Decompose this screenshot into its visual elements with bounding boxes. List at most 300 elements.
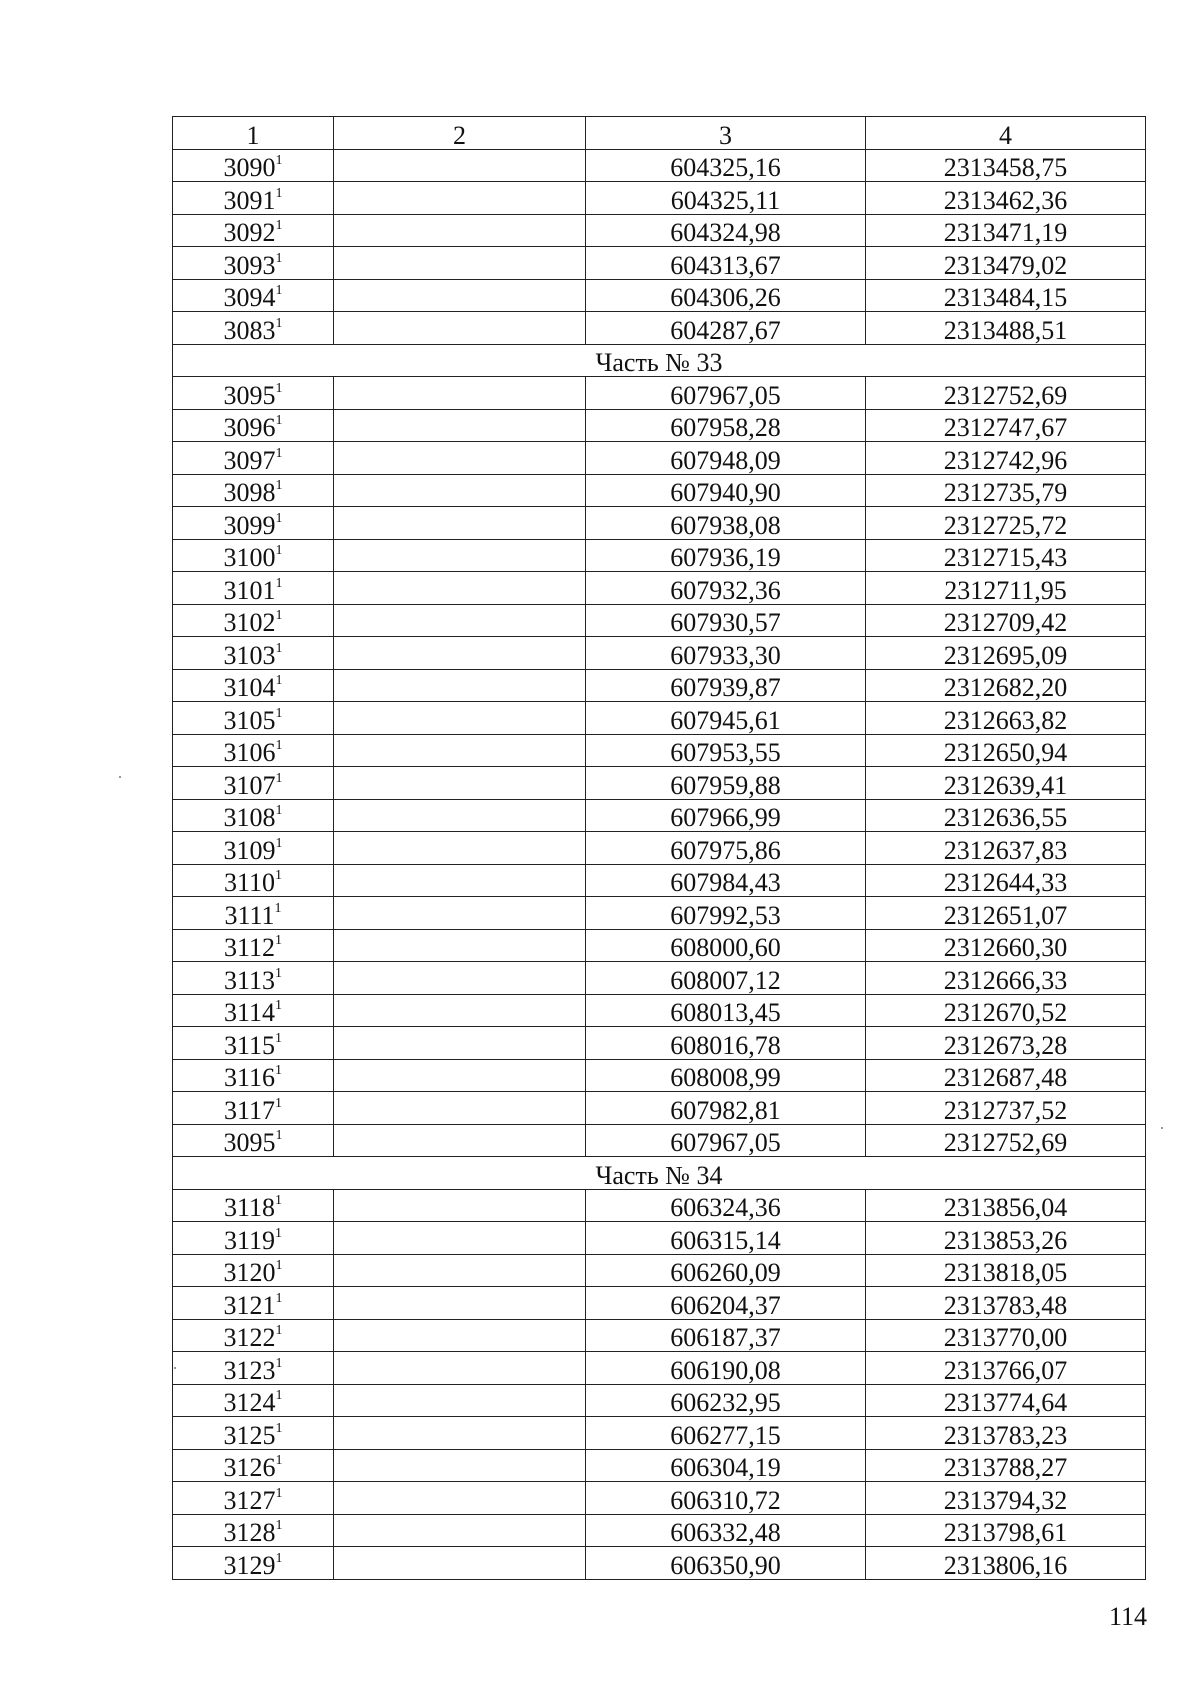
column-2-cell bbox=[334, 1254, 586, 1287]
table-row bbox=[173, 572, 1146, 605]
point-number: 3101 bbox=[223, 575, 276, 604]
point-number: 3110 bbox=[223, 868, 276, 897]
point-number-superscript: 1 bbox=[275, 1225, 283, 1241]
point-number-superscript: 1 bbox=[275, 283, 283, 299]
point-number: 3113 bbox=[223, 965, 276, 994]
point-number-cell bbox=[173, 539, 334, 572]
point-number-cell bbox=[173, 734, 334, 767]
header-cell-1: 1 bbox=[173, 117, 334, 150]
y-coordinate-cell: 2312742,96 bbox=[866, 442, 1146, 475]
point-number-cell bbox=[173, 182, 334, 215]
point-number-cell bbox=[173, 1547, 334, 1580]
table-row bbox=[173, 1449, 1146, 1482]
x-coordinate-cell: 607967,05 bbox=[586, 377, 866, 410]
table-row bbox=[173, 149, 1146, 182]
point-number-cell bbox=[173, 1352, 334, 1385]
point-number: 3123 bbox=[223, 1355, 276, 1384]
y-coordinate-cell: 2313798,61 bbox=[866, 1514, 1146, 1547]
point-number-cell bbox=[173, 864, 334, 897]
x-coordinate-cell: 607984,43 bbox=[586, 864, 866, 897]
x-coordinate-cell: 604325,16 bbox=[586, 149, 866, 182]
column-2-cell bbox=[334, 507, 586, 540]
x-coordinate-cell: 607967,05 bbox=[586, 1124, 866, 1157]
table-row bbox=[173, 214, 1146, 247]
column-2-cell bbox=[334, 604, 586, 637]
table-row bbox=[173, 247, 1146, 280]
point-number: 3094 bbox=[223, 283, 276, 312]
table-row bbox=[173, 637, 1146, 670]
point-number-superscript: 1 bbox=[275, 1550, 283, 1566]
point-number-cell bbox=[173, 1092, 334, 1125]
y-coordinate-cell: 2312670,52 bbox=[866, 994, 1146, 1027]
point-number: 3083 bbox=[223, 315, 276, 344]
point-number-superscript: 1 bbox=[275, 705, 283, 721]
point-number-superscript: 1 bbox=[275, 1030, 283, 1046]
point-number: 3099 bbox=[223, 510, 276, 539]
table-row bbox=[173, 409, 1146, 442]
point-number-superscript: 1 bbox=[275, 1485, 283, 1501]
point-number: 3117 bbox=[223, 1095, 276, 1124]
point-number-cell bbox=[173, 637, 334, 670]
x-coordinate-cell: 606232,95 bbox=[586, 1384, 866, 1417]
point-number-cell bbox=[173, 1189, 334, 1222]
point-number-cell bbox=[173, 1254, 334, 1287]
column-2-cell bbox=[334, 897, 586, 930]
point-number-cell bbox=[173, 832, 334, 865]
point-number: 3095 bbox=[223, 1128, 276, 1157]
point-number-cell bbox=[173, 767, 334, 800]
point-number-superscript: 1 bbox=[275, 608, 283, 624]
table-row bbox=[173, 1547, 1146, 1580]
page-number: 114 bbox=[1108, 1602, 1147, 1631]
table-row bbox=[173, 702, 1146, 735]
point-number: 3091 bbox=[223, 185, 276, 214]
header-cell-3: 3 bbox=[586, 117, 866, 150]
column-2-cell bbox=[334, 539, 586, 572]
point-number: 3109 bbox=[223, 835, 276, 864]
point-number-superscript: 1 bbox=[275, 1453, 283, 1469]
column-2-cell bbox=[334, 1417, 586, 1450]
point-number-superscript: 1 bbox=[275, 673, 283, 689]
column-2-cell bbox=[334, 702, 586, 735]
column-2-cell bbox=[334, 247, 586, 280]
x-coordinate-cell: 607975,86 bbox=[586, 832, 866, 865]
table-row bbox=[173, 604, 1146, 637]
point-number-superscript: 1 bbox=[275, 1258, 283, 1274]
point-number-superscript: 1 bbox=[275, 315, 283, 331]
x-coordinate-cell: 607958,28 bbox=[586, 409, 866, 442]
point-number-superscript: 1 bbox=[275, 1063, 283, 1079]
x-coordinate-cell: 606304,19 bbox=[586, 1449, 866, 1482]
x-coordinate-cell: 606187,37 bbox=[586, 1319, 866, 1352]
point-number-superscript: 1 bbox=[275, 510, 283, 526]
point-number-cell bbox=[173, 994, 334, 1027]
column-2-cell bbox=[334, 994, 586, 1027]
column-2-cell bbox=[334, 1449, 586, 1482]
point-number-superscript: 1 bbox=[275, 478, 283, 494]
point-number: 3118 bbox=[223, 1193, 276, 1222]
y-coordinate-cell: 2312695,09 bbox=[866, 637, 1146, 670]
table-row bbox=[173, 507, 1146, 540]
table-row bbox=[173, 864, 1146, 897]
point-number-cell bbox=[173, 149, 334, 182]
y-coordinate-cell: 2312673,28 bbox=[866, 1027, 1146, 1060]
point-number-cell bbox=[173, 702, 334, 735]
column-2-cell bbox=[334, 637, 586, 670]
x-coordinate-cell: 606204,37 bbox=[586, 1287, 866, 1320]
y-coordinate-cell: 2312709,42 bbox=[866, 604, 1146, 637]
point-number: 3095 bbox=[223, 380, 276, 409]
y-coordinate-cell: 2313806,16 bbox=[866, 1547, 1146, 1580]
y-coordinate-cell: 2313788,27 bbox=[866, 1449, 1146, 1482]
x-coordinate-cell: 607936,19 bbox=[586, 539, 866, 572]
point-number-superscript: 1 bbox=[275, 770, 283, 786]
point-number: 3106 bbox=[223, 738, 276, 767]
column-2-cell bbox=[334, 1189, 586, 1222]
table-row bbox=[173, 1027, 1146, 1060]
y-coordinate-cell: 2312752,69 bbox=[866, 1124, 1146, 1157]
point-number-cell bbox=[173, 1417, 334, 1450]
x-coordinate-cell: 607940,90 bbox=[586, 474, 866, 507]
y-coordinate-cell: 2313770,00 bbox=[866, 1319, 1146, 1352]
table-row bbox=[173, 182, 1146, 215]
scan-speck bbox=[119, 776, 121, 778]
header-cell-2: 2 bbox=[334, 117, 586, 150]
y-coordinate-cell: 2312725,72 bbox=[866, 507, 1146, 540]
table-row bbox=[173, 994, 1146, 1027]
table-row bbox=[173, 1514, 1146, 1547]
point-number-cell bbox=[173, 507, 334, 540]
point-number-cell bbox=[173, 1124, 334, 1157]
x-coordinate-cell: 607992,53 bbox=[586, 897, 866, 930]
point-number: 3108 bbox=[223, 803, 276, 832]
y-coordinate-cell: 2313783,23 bbox=[866, 1417, 1146, 1450]
column-2-cell bbox=[334, 1352, 586, 1385]
point-number-cell bbox=[173, 604, 334, 637]
y-coordinate-cell: 2312636,55 bbox=[866, 799, 1146, 832]
point-number-cell bbox=[173, 1222, 334, 1255]
point-number-superscript: 1 bbox=[274, 900, 282, 916]
table-row bbox=[173, 1222, 1146, 1255]
point-number-superscript: 1 bbox=[275, 1518, 283, 1534]
point-number-superscript: 1 bbox=[275, 153, 283, 169]
x-coordinate-cell: 604287,67 bbox=[586, 312, 866, 345]
point-number-superscript: 1 bbox=[275, 218, 283, 234]
point-number: 3103 bbox=[223, 640, 276, 669]
point-number: 3119 bbox=[223, 1225, 276, 1254]
table-row bbox=[173, 1287, 1146, 1320]
table-row bbox=[173, 1254, 1146, 1287]
x-coordinate-cell: 604324,98 bbox=[586, 214, 866, 247]
y-coordinate-cell: 2313488,51 bbox=[866, 312, 1146, 345]
x-coordinate-cell: 607948,09 bbox=[586, 442, 866, 475]
y-coordinate-cell: 2312637,83 bbox=[866, 832, 1146, 865]
y-coordinate-cell: 2312651,07 bbox=[866, 897, 1146, 930]
column-2-cell bbox=[334, 1027, 586, 1060]
header-cell-4: 4 bbox=[866, 117, 1146, 150]
column-2-cell bbox=[334, 1384, 586, 1417]
table-body bbox=[173, 149, 1146, 1579]
x-coordinate-cell: 606310,72 bbox=[586, 1482, 866, 1515]
table-row bbox=[173, 442, 1146, 475]
point-number: 3126 bbox=[223, 1453, 276, 1482]
y-coordinate-cell: 2312666,33 bbox=[866, 962, 1146, 995]
point-number-cell bbox=[173, 897, 334, 930]
x-coordinate-cell: 607945,61 bbox=[586, 702, 866, 735]
point-number-cell bbox=[173, 377, 334, 410]
point-number-superscript: 1 bbox=[275, 835, 283, 851]
table-row bbox=[173, 474, 1146, 507]
point-number-superscript: 1 bbox=[275, 933, 283, 949]
y-coordinate-cell: 2313462,36 bbox=[866, 182, 1146, 215]
point-number-cell bbox=[173, 1287, 334, 1320]
x-coordinate-cell: 607938,08 bbox=[586, 507, 866, 540]
point-number-superscript: 1 bbox=[275, 1290, 283, 1306]
x-coordinate-cell: 606277,15 bbox=[586, 1417, 866, 1450]
point-number-superscript: 1 bbox=[275, 1128, 283, 1144]
point-number: 3104 bbox=[223, 673, 276, 702]
column-2-cell bbox=[334, 1482, 586, 1515]
point-number-superscript: 1 bbox=[275, 868, 283, 884]
point-number: 3125 bbox=[223, 1420, 276, 1449]
point-number-superscript: 1 bbox=[275, 965, 283, 981]
point-number: 3105 bbox=[223, 705, 276, 734]
point-number-cell bbox=[173, 474, 334, 507]
point-number-cell bbox=[173, 799, 334, 832]
column-2-cell bbox=[334, 799, 586, 832]
section-title: Часть № 33 bbox=[173, 344, 1146, 377]
table-row bbox=[173, 1384, 1146, 1417]
x-coordinate-cell: 606350,90 bbox=[586, 1547, 866, 1580]
point-number: 3096 bbox=[223, 413, 276, 442]
y-coordinate-cell: 2313856,04 bbox=[866, 1189, 1146, 1222]
y-coordinate-cell: 2312711,95 bbox=[866, 572, 1146, 605]
point-number: 3093 bbox=[223, 250, 276, 279]
table-row bbox=[173, 312, 1146, 345]
table-row bbox=[173, 962, 1146, 995]
column-2-cell bbox=[334, 474, 586, 507]
y-coordinate-cell: 2312747,67 bbox=[866, 409, 1146, 442]
y-coordinate-cell: 2313766,07 bbox=[866, 1352, 1146, 1385]
x-coordinate-cell: 607932,36 bbox=[586, 572, 866, 605]
point-number: 3122 bbox=[223, 1323, 276, 1352]
table-row bbox=[173, 799, 1146, 832]
column-2-cell bbox=[334, 149, 586, 182]
y-coordinate-cell: 2312650,94 bbox=[866, 734, 1146, 767]
column-2-cell bbox=[334, 962, 586, 995]
y-coordinate-cell: 2313783,48 bbox=[866, 1287, 1146, 1320]
y-coordinate-cell: 2313471,19 bbox=[866, 214, 1146, 247]
table-row bbox=[173, 1482, 1146, 1515]
point-number-cell bbox=[173, 572, 334, 605]
y-coordinate-cell: 2312752,69 bbox=[866, 377, 1146, 410]
y-coordinate-cell: 2312737,52 bbox=[866, 1092, 1146, 1125]
column-2-cell bbox=[334, 1092, 586, 1125]
point-number-cell bbox=[173, 312, 334, 345]
point-number-superscript: 1 bbox=[275, 803, 283, 819]
point-number-superscript: 1 bbox=[275, 1420, 283, 1436]
section-row bbox=[173, 344, 1146, 377]
point-number-cell bbox=[173, 409, 334, 442]
y-coordinate-cell: 2312735,79 bbox=[866, 474, 1146, 507]
column-2-cell bbox=[334, 214, 586, 247]
y-coordinate-cell: 2313458,75 bbox=[866, 149, 1146, 182]
point-number-cell bbox=[173, 1027, 334, 1060]
y-coordinate-cell: 2312663,82 bbox=[866, 702, 1146, 735]
x-coordinate-cell: 607933,30 bbox=[586, 637, 866, 670]
table-row bbox=[173, 1352, 1146, 1385]
column-2-cell bbox=[334, 442, 586, 475]
table-row bbox=[173, 1417, 1146, 1450]
point-number-superscript: 1 bbox=[275, 543, 283, 559]
point-number: 3115 bbox=[223, 1030, 276, 1059]
column-2-cell bbox=[334, 1287, 586, 1320]
point-number-superscript: 1 bbox=[275, 413, 283, 429]
point-number-superscript: 1 bbox=[275, 1388, 283, 1404]
y-coordinate-cell: 2312660,30 bbox=[866, 929, 1146, 962]
point-number-cell bbox=[173, 1482, 334, 1515]
point-number-cell bbox=[173, 1514, 334, 1547]
x-coordinate-cell: 607953,55 bbox=[586, 734, 866, 767]
point-number-superscript: 1 bbox=[275, 998, 283, 1014]
y-coordinate-cell: 2313853,26 bbox=[866, 1222, 1146, 1255]
point-number-cell bbox=[173, 1449, 334, 1482]
point-number-superscript: 1 bbox=[275, 445, 283, 461]
x-coordinate-cell: 607959,88 bbox=[586, 767, 866, 800]
y-coordinate-cell: 2313794,32 bbox=[866, 1482, 1146, 1515]
point-number-cell bbox=[173, 669, 334, 702]
point-number: 3121 bbox=[223, 1290, 276, 1319]
x-coordinate-cell: 604325,11 bbox=[586, 182, 866, 215]
point-number-superscript: 1 bbox=[275, 640, 283, 656]
point-number: 3098 bbox=[223, 478, 276, 507]
table-row bbox=[173, 377, 1146, 410]
point-number-cell bbox=[173, 214, 334, 247]
table-row bbox=[173, 832, 1146, 865]
scan-speck bbox=[174, 1367, 176, 1369]
y-coordinate-cell: 2312682,20 bbox=[866, 669, 1146, 702]
point-number: 3116 bbox=[223, 1063, 276, 1092]
point-number-superscript: 1 bbox=[275, 575, 283, 591]
point-number: 3112 bbox=[223, 933, 276, 962]
x-coordinate-cell: 608016,78 bbox=[586, 1027, 866, 1060]
column-2-cell bbox=[334, 832, 586, 865]
point-number-cell bbox=[173, 1059, 334, 1092]
point-number-cell bbox=[173, 1384, 334, 1417]
x-coordinate-cell: 606324,36 bbox=[586, 1189, 866, 1222]
x-coordinate-cell: 606332,48 bbox=[586, 1514, 866, 1547]
point-number: 3092 bbox=[223, 218, 276, 247]
point-number-cell bbox=[173, 442, 334, 475]
x-coordinate-cell: 607939,87 bbox=[586, 669, 866, 702]
scan-speck bbox=[1161, 1127, 1163, 1129]
column-2-cell bbox=[334, 409, 586, 442]
point-number-superscript: 1 bbox=[275, 1323, 283, 1339]
point-number: 3120 bbox=[223, 1258, 276, 1287]
x-coordinate-cell: 607982,81 bbox=[586, 1092, 866, 1125]
table-row bbox=[173, 279, 1146, 312]
column-2-cell bbox=[334, 864, 586, 897]
table-row bbox=[173, 1189, 1146, 1222]
x-coordinate-cell: 608013,45 bbox=[586, 994, 866, 1027]
table-row bbox=[173, 1092, 1146, 1125]
point-number-cell bbox=[173, 1319, 334, 1352]
table-row bbox=[173, 669, 1146, 702]
x-coordinate-cell: 604313,67 bbox=[586, 247, 866, 280]
column-2-cell bbox=[334, 929, 586, 962]
point-number: 3090 bbox=[223, 153, 276, 182]
column-2-cell bbox=[334, 767, 586, 800]
point-number: 3128 bbox=[223, 1518, 276, 1547]
y-coordinate-cell: 2312687,48 bbox=[866, 1059, 1146, 1092]
point-number: 3129 bbox=[223, 1550, 276, 1579]
coordinates-table bbox=[172, 116, 1146, 1580]
point-number: 3114 bbox=[223, 998, 276, 1027]
point-number-cell bbox=[173, 962, 334, 995]
column-2-cell bbox=[334, 1547, 586, 1580]
point-number: 3127 bbox=[223, 1485, 276, 1514]
point-number-cell bbox=[173, 247, 334, 280]
column-2-cell bbox=[334, 1124, 586, 1157]
point-number: 3102 bbox=[223, 608, 276, 637]
point-number: 3097 bbox=[223, 445, 276, 474]
column-2-cell bbox=[334, 1059, 586, 1092]
x-coordinate-cell: 604306,26 bbox=[586, 279, 866, 312]
column-2-cell bbox=[334, 182, 586, 215]
table-row bbox=[173, 1319, 1146, 1352]
point-number-cell bbox=[173, 929, 334, 962]
y-coordinate-cell: 2313484,15 bbox=[866, 279, 1146, 312]
point-number-superscript: 1 bbox=[275, 1193, 283, 1209]
x-coordinate-cell: 607930,57 bbox=[586, 604, 866, 637]
table-row bbox=[173, 1124, 1146, 1157]
x-coordinate-cell: 608000,60 bbox=[586, 929, 866, 962]
column-2-cell bbox=[334, 1319, 586, 1352]
y-coordinate-cell: 2312715,43 bbox=[866, 539, 1146, 572]
y-coordinate-cell: 2313818,05 bbox=[866, 1254, 1146, 1287]
point-number: 3124 bbox=[223, 1388, 276, 1417]
table-row bbox=[173, 734, 1146, 767]
table-header-row bbox=[173, 117, 1146, 150]
point-number-superscript: 1 bbox=[275, 185, 283, 201]
y-coordinate-cell: 2313774,64 bbox=[866, 1384, 1146, 1417]
point-number: 3111 bbox=[224, 900, 275, 929]
y-coordinate-cell: 2312639,41 bbox=[866, 767, 1146, 800]
column-2-cell bbox=[334, 1222, 586, 1255]
column-2-cell bbox=[334, 377, 586, 410]
x-coordinate-cell: 606260,09 bbox=[586, 1254, 866, 1287]
column-2-cell bbox=[334, 669, 586, 702]
point-number: 3100 bbox=[223, 543, 276, 572]
column-2-cell bbox=[334, 312, 586, 345]
table-row bbox=[173, 767, 1146, 800]
point-number: 3107 bbox=[223, 770, 276, 799]
point-number-superscript: 1 bbox=[275, 738, 283, 754]
point-number-cell bbox=[173, 279, 334, 312]
x-coordinate-cell: 606315,14 bbox=[586, 1222, 866, 1255]
column-2-cell bbox=[334, 279, 586, 312]
y-coordinate-cell: 2312644,33 bbox=[866, 864, 1146, 897]
table-row bbox=[173, 1059, 1146, 1092]
table-row bbox=[173, 897, 1146, 930]
section-row bbox=[173, 1157, 1146, 1190]
x-coordinate-cell: 606190,08 bbox=[586, 1352, 866, 1385]
point-number-superscript: 1 bbox=[275, 380, 283, 396]
x-coordinate-cell: 607966,99 bbox=[586, 799, 866, 832]
column-2-cell bbox=[334, 1514, 586, 1547]
y-coordinate-cell: 2313479,02 bbox=[866, 247, 1146, 280]
point-number-superscript: 1 bbox=[275, 1095, 283, 1111]
